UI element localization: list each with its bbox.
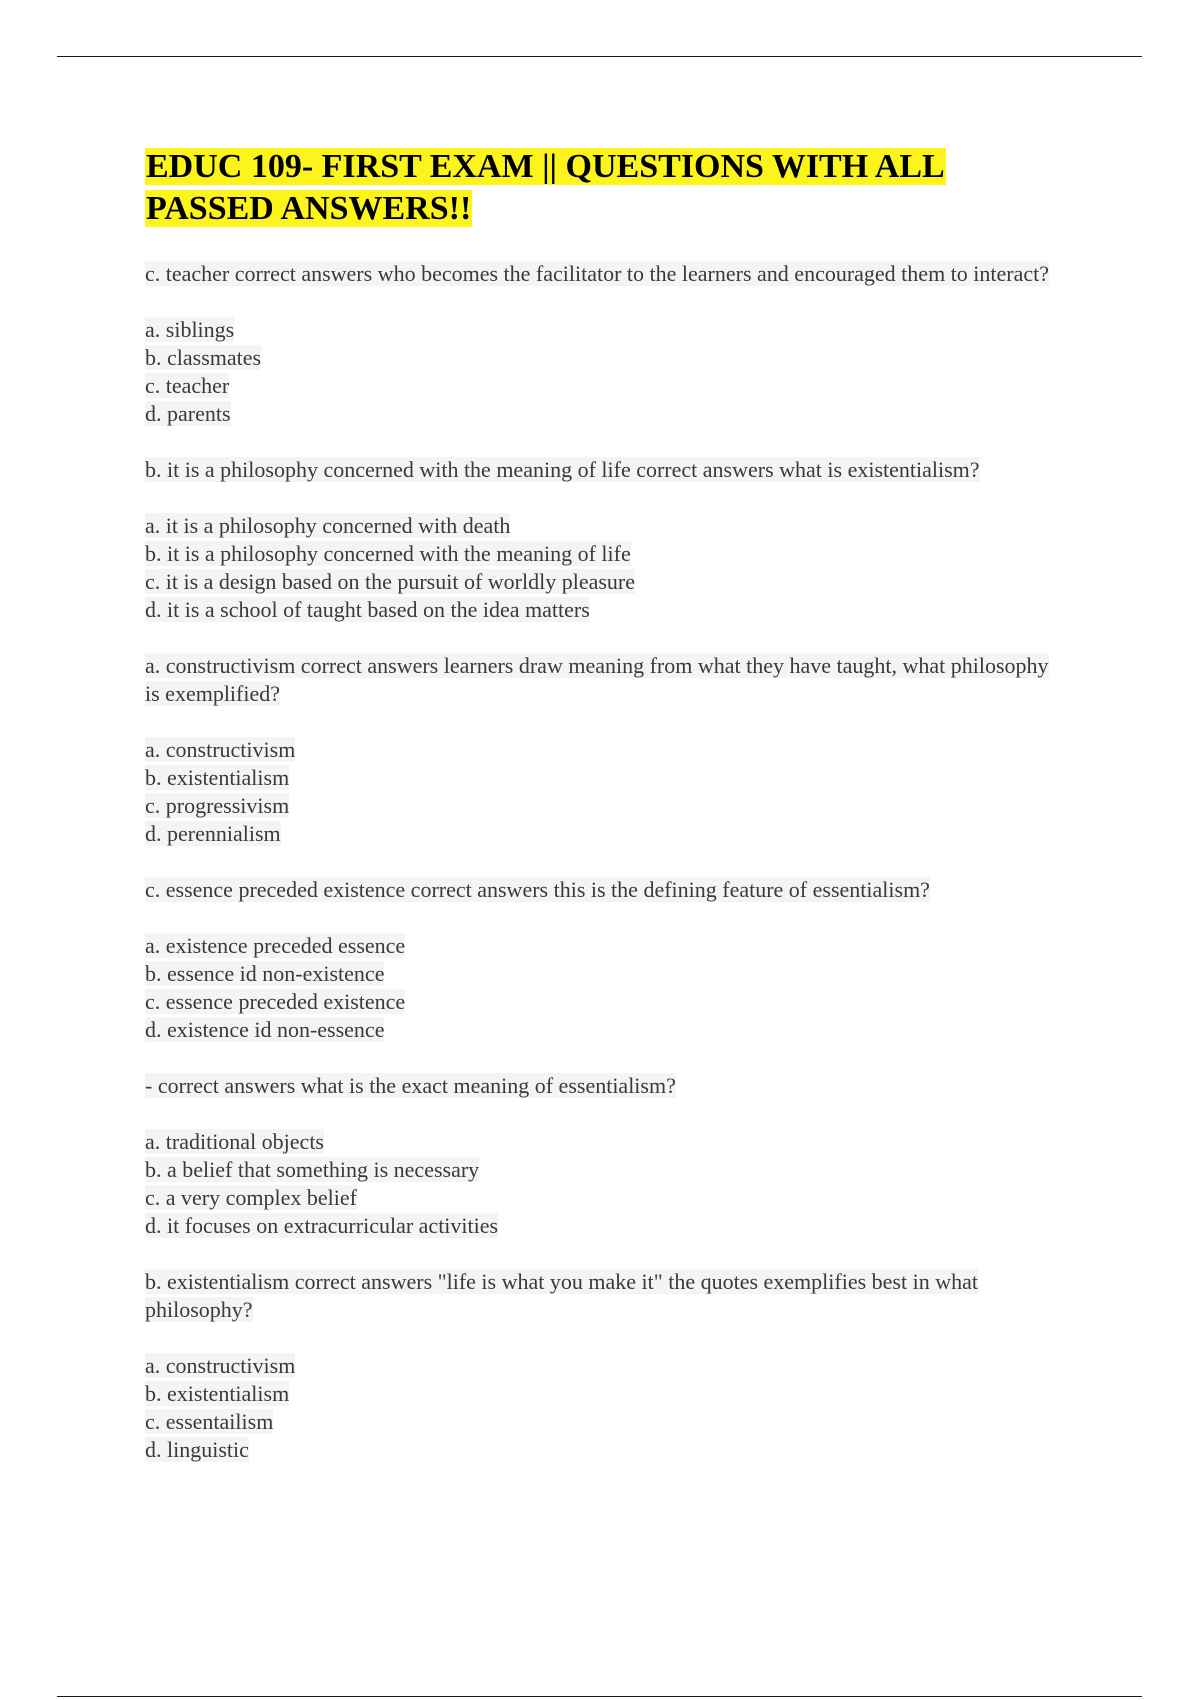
question-block bbox=[145, 652, 1065, 848]
answer-option-text: c. essentailism bbox=[145, 1409, 274, 1434]
answer-option-text: b. a belief that something is necessary bbox=[145, 1157, 480, 1182]
document-body bbox=[145, 146, 1065, 1492]
question-prompt bbox=[145, 456, 1065, 484]
question-prompt-text: b. existentialism correct answers "life is what you make it" the quotes exemplifies best in what philosophy? bbox=[145, 1269, 978, 1322]
answer-option bbox=[145, 1436, 1065, 1464]
answer-option bbox=[145, 596, 1065, 624]
top-rule bbox=[57, 56, 1142, 57]
question-block bbox=[145, 876, 1065, 1044]
question-prompt bbox=[145, 876, 1065, 904]
answer-option-text: d. perennialism bbox=[145, 821, 281, 846]
answer-option-text: c. it is a design based on the pursuit of worldly pleasure bbox=[145, 569, 636, 594]
answer-option-text: c. progressivism bbox=[145, 793, 290, 818]
answer-option-text: d. parents bbox=[145, 401, 231, 426]
question-prompt bbox=[145, 1072, 1065, 1100]
answer-option-text: d. it focuses on extracurricular activities bbox=[145, 1213, 499, 1238]
answer-option-text: c. teacher bbox=[145, 373, 230, 398]
answer-options bbox=[145, 932, 1065, 1044]
answer-option bbox=[145, 764, 1065, 792]
answer-option-text: b. existentialism bbox=[145, 1381, 290, 1406]
page-title-highlight: EDUC 109- FIRST EXAM || QUESTIONS WITH ALL PASSED ANSWERS!! bbox=[146, 148, 945, 227]
answer-option-text: a. existence preceded essence bbox=[145, 933, 406, 958]
answer-option-text: a. it is a philosophy concerned with death bbox=[145, 513, 511, 538]
answer-option bbox=[145, 1408, 1065, 1436]
answer-option-text: d. it is a school of taught based on the idea matters bbox=[145, 597, 590, 622]
answer-option-text: b. existentialism bbox=[145, 765, 290, 790]
answer-option bbox=[145, 932, 1065, 960]
question-prompt-text: c. teacher correct answers who becomes the facilitator to the learners and encouraged them to interact? bbox=[145, 261, 1050, 286]
answer-option-text: c. a very complex belief bbox=[145, 1185, 357, 1210]
answer-option-text: d. existence id non-essence bbox=[145, 1017, 385, 1042]
answer-option-text: a. traditional objects bbox=[145, 1129, 324, 1154]
answer-option bbox=[145, 1016, 1065, 1044]
answer-option bbox=[145, 400, 1065, 428]
answer-option-text: a. constructivism bbox=[145, 1353, 296, 1378]
answer-option bbox=[145, 568, 1065, 596]
answer-option bbox=[145, 792, 1065, 820]
answer-option bbox=[145, 1212, 1065, 1240]
answer-option bbox=[145, 820, 1065, 848]
answer-options bbox=[145, 316, 1065, 428]
answer-option-text: b. essence id non-existence bbox=[145, 961, 385, 986]
answer-option bbox=[145, 988, 1065, 1016]
question-block bbox=[145, 1072, 1065, 1240]
answer-option-text: d. linguistic bbox=[145, 1437, 249, 1462]
page-title bbox=[145, 146, 1065, 230]
question-prompt-text: c. essence preceded existence correct answers this is the defining feature of essentialism? bbox=[145, 877, 930, 902]
answer-option bbox=[145, 1156, 1065, 1184]
answer-options bbox=[145, 512, 1065, 624]
question-prompt-text: a. constructivism correct answers learners draw meaning from what they have taught, what philosophy is exemplified? bbox=[145, 653, 1049, 706]
answer-option-text: b. it is a philosophy concerned with the meaning of life bbox=[145, 541, 631, 566]
question-prompt-text: b. it is a philosophy concerned with the meaning of life correct answers what is existentialism? bbox=[145, 457, 980, 482]
answer-option-text: a. siblings bbox=[145, 317, 235, 342]
answer-options bbox=[145, 1352, 1065, 1464]
answer-option bbox=[145, 736, 1065, 764]
answer-option-text: b. classmates bbox=[145, 345, 262, 370]
answer-option-text: a. constructivism bbox=[145, 737, 296, 762]
answer-options bbox=[145, 1128, 1065, 1240]
answer-option bbox=[145, 960, 1065, 988]
answer-option bbox=[145, 316, 1065, 344]
answer-option bbox=[145, 1352, 1065, 1380]
answer-option bbox=[145, 512, 1065, 540]
question-prompt bbox=[145, 652, 1065, 708]
question-block bbox=[145, 456, 1065, 624]
question-prompt bbox=[145, 1268, 1065, 1324]
answer-option-text: c. essence preceded existence bbox=[145, 989, 406, 1014]
bottom-rule bbox=[57, 1696, 1142, 1697]
answer-option bbox=[145, 540, 1065, 568]
question-prompt-text: - correct answers what is the exact meaning of essentialism? bbox=[145, 1073, 676, 1098]
answer-option bbox=[145, 1380, 1065, 1408]
answer-option bbox=[145, 1128, 1065, 1156]
answer-option bbox=[145, 344, 1065, 372]
answer-options bbox=[145, 736, 1065, 848]
answer-option bbox=[145, 1184, 1065, 1212]
question-block bbox=[145, 1268, 1065, 1464]
answer-option bbox=[145, 372, 1065, 400]
question-prompt bbox=[145, 260, 1065, 288]
question-block bbox=[145, 260, 1065, 428]
